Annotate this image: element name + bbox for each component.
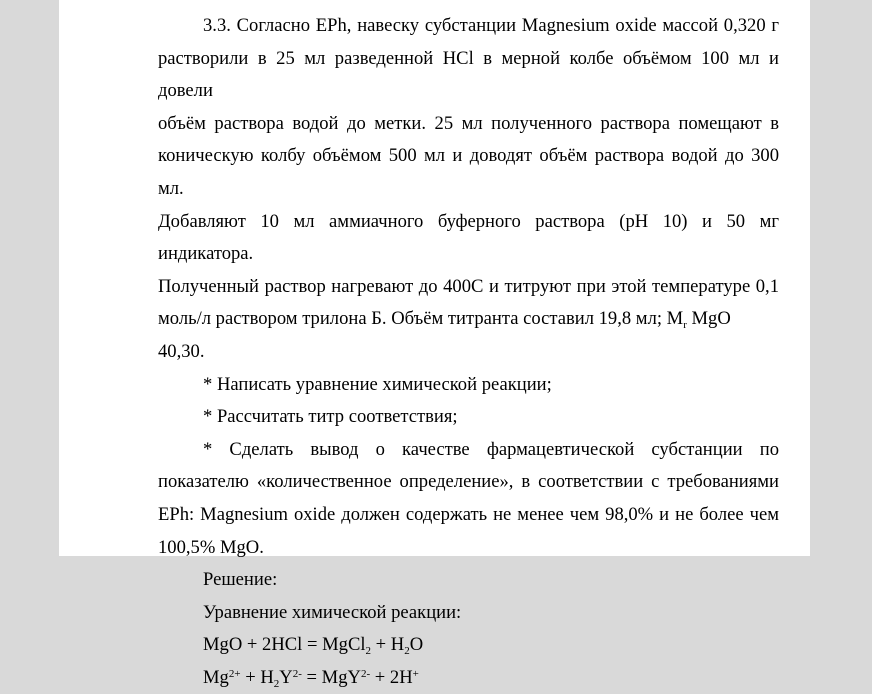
eq-superscript: 2- bbox=[292, 667, 302, 680]
eq-text: + H bbox=[240, 666, 274, 688]
task-line: EPh: Magnesium oxide должен содержать не менее чем 98,0% и не более чем bbox=[158, 503, 779, 525]
eq-subscript: 2 bbox=[273, 677, 280, 690]
equation-heading: Уравнение химической реакции: bbox=[203, 601, 462, 623]
document-page bbox=[59, 0, 810, 690]
equation-1 bbox=[158, 629, 779, 662]
document-text bbox=[158, 0, 779, 694]
task-item: * Рассчитать титр соответствия; bbox=[203, 406, 458, 428]
problem-statement bbox=[158, 0, 779, 369]
problem-line: Полученный раствор нагревают до 400С и титруют при этой температуре 0,1 bbox=[158, 275, 779, 297]
problem-line: растворили в 25 мл разведенной HCl в мерной колбе объёмом 100 мл и довели bbox=[158, 47, 779, 102]
eq-text: + H bbox=[371, 634, 405, 656]
solution-heading: Решение: bbox=[203, 569, 278, 591]
eq-superscript: 2- bbox=[360, 667, 371, 680]
task-item: * Написать уравнение химической реакции; bbox=[203, 373, 552, 395]
eq-superscript: 2+ bbox=[228, 667, 241, 680]
equation-2 bbox=[158, 662, 779, 694]
problem-text: моль/л раствором трилона Б. Объём титранта составил 19,8 мл; M bbox=[158, 308, 684, 330]
eq-text: O bbox=[409, 634, 424, 656]
eq-text: = MgY bbox=[301, 666, 361, 688]
task-line: 100,5% MgO. bbox=[158, 536, 264, 558]
eq-text: Y bbox=[279, 666, 293, 688]
eq-text: MgO + 2HCl = MgCl bbox=[203, 634, 366, 656]
eq-subscript: 2 bbox=[404, 645, 410, 658]
mr-subscript: r bbox=[683, 319, 687, 332]
problem-line: 3.3. Согласно EPh, навеску субстанции Magnesium oxide массой 0,320 г bbox=[203, 15, 779, 36]
task-line: показателю «количественное определение», в соответствии с требованиями bbox=[158, 471, 779, 493]
molar-mass-text: MgO 40,30. bbox=[158, 308, 731, 362]
eq-text: + 2H bbox=[370, 666, 413, 688]
problem-line: объём раствора водой до метки. 25 мл полученного раствора помещают в bbox=[158, 112, 779, 134]
task-conclusion bbox=[158, 434, 779, 564]
eq-subscript: 2 bbox=[365, 645, 372, 658]
task-line: * Сделать вывод о качестве фармацевтической субстанции по bbox=[203, 438, 779, 460]
eq-superscript: + bbox=[412, 667, 419, 680]
problem-line: коническую колбу объёмом 500 мл и доводят объём раствора водой до 300 мл. bbox=[158, 145, 779, 199]
problem-line-last bbox=[158, 303, 779, 368]
eq-text: Mg bbox=[203, 666, 229, 688]
problem-line: Добавляют 10 мл аммиачного буферного раствора (pH 10) и 50 мг индикатора. bbox=[158, 210, 779, 265]
